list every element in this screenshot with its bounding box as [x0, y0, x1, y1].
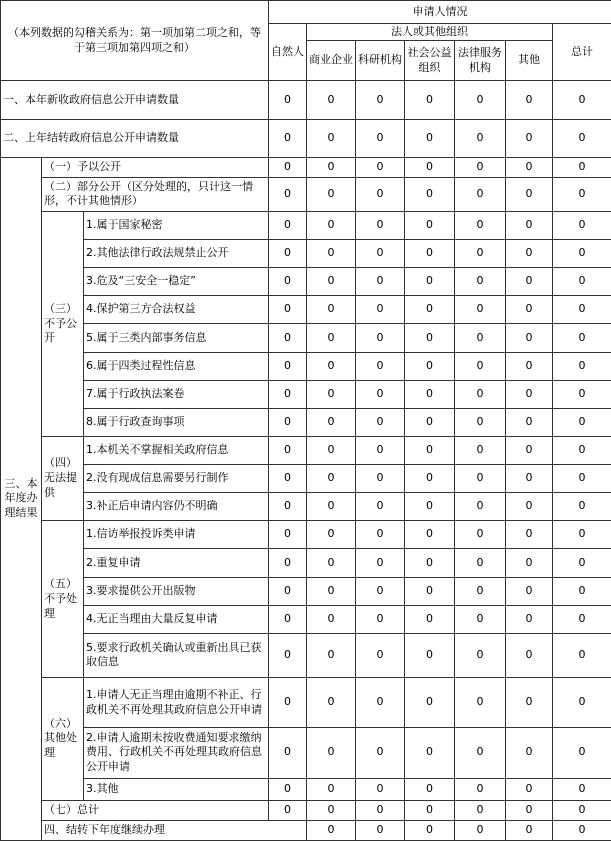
value-cell: 0	[356, 157, 405, 177]
subsection-label: （三）不予公开	[42, 211, 84, 436]
table-row	[1, 211, 611, 239]
row-label: 2.其他法律行政法规禁止公开	[84, 240, 269, 268]
value-cell: 0	[307, 728, 356, 778]
value-cell: 0	[405, 778, 455, 800]
subsection-label: （五）不予处理	[42, 521, 84, 678]
value-cell: 0	[506, 268, 553, 296]
value-cell: 0	[307, 324, 356, 352]
value-cell: 0	[553, 157, 611, 177]
total-header: 总计	[553, 24, 611, 81]
legal-group-header: 法人或其他组织	[307, 24, 553, 41]
value-cell: 0	[307, 549, 356, 577]
value-cell: 0	[553, 633, 611, 677]
value-cell: 0	[356, 577, 405, 605]
value-cell: 0	[506, 820, 553, 840]
value-cell: 0	[307, 800, 356, 820]
value-cell: 0	[356, 268, 405, 296]
value-cell: 0	[553, 521, 611, 549]
value-cell: 0	[356, 296, 405, 324]
value-cell: 0	[356, 352, 405, 380]
value-cell: 0	[506, 436, 553, 464]
value-cell: 0	[356, 800, 405, 820]
row-label: 4.保护第三方合法权益	[84, 296, 269, 324]
value-cell: 0	[553, 678, 611, 728]
value-cell: 0	[356, 549, 405, 577]
value-cell: 0	[455, 352, 506, 380]
row-label: 3.危及“三安全一稳定”	[84, 268, 269, 296]
value-cell: 0	[405, 352, 455, 380]
value-cell: 0	[405, 605, 455, 633]
value-cell: 0	[506, 177, 553, 211]
value-cell: 0	[405, 119, 455, 157]
value-cell: 0	[269, 177, 307, 211]
value-cell: 0	[269, 352, 307, 380]
value-cell: 0	[405, 211, 455, 239]
value-cell: 0	[356, 380, 405, 408]
value-cell: 0	[553, 380, 611, 408]
table-row	[1, 380, 611, 408]
value-cell: 0	[553, 324, 611, 352]
value-cell: 0	[405, 633, 455, 677]
row-label: 2.重复申请	[84, 549, 269, 577]
value-cell: 0	[356, 177, 405, 211]
applicant-header: 申请人情况	[269, 1, 611, 24]
value-cell: 0	[506, 157, 553, 177]
value-cell: 0	[269, 324, 307, 352]
value-cell: 0	[307, 633, 356, 677]
value-cell: 0	[405, 296, 455, 324]
value-cell: 0	[307, 778, 356, 800]
value-cell: 0	[405, 81, 455, 119]
value-cell: 0	[307, 177, 356, 211]
value-cell: 0	[269, 268, 307, 296]
value-cell: 0	[269, 119, 307, 157]
value-cell: 0	[506, 81, 553, 119]
value-cell: 0	[269, 633, 307, 677]
value-cell: 0	[455, 408, 506, 436]
value-cell: 0	[553, 605, 611, 633]
table-row	[1, 240, 611, 268]
table-row	[1, 728, 611, 778]
table-row	[1, 177, 611, 211]
value-cell: 0	[356, 465, 405, 493]
table-row	[1, 296, 611, 324]
value-cell: 0	[307, 380, 356, 408]
value-cell: 0	[356, 778, 405, 800]
table-row	[1, 820, 611, 840]
value-cell: 0	[269, 678, 307, 728]
table-row	[1, 408, 611, 436]
value-cell: 0	[356, 728, 405, 778]
value-cell: 0	[455, 493, 506, 521]
table-row	[1, 800, 611, 820]
value-cell: 0	[269, 728, 307, 778]
org-header: 商业企业	[307, 41, 356, 81]
value-cell: 0	[356, 493, 405, 521]
row-label: 4.无正当理由大量反复申请	[84, 605, 269, 633]
value-cell: 0	[506, 119, 553, 157]
value-cell: 0	[405, 436, 455, 464]
value-cell: 0	[455, 800, 506, 820]
row-label: 四、结转下年度继续办理	[42, 820, 307, 840]
value-cell: 0	[405, 820, 455, 840]
value-cell: 0	[455, 324, 506, 352]
row-label: 5.要求行政机关确认或重新出具已获取信息	[84, 633, 269, 677]
value-cell: 0	[506, 352, 553, 380]
value-cell: 0	[269, 521, 307, 549]
value-cell: 0	[553, 81, 611, 119]
value-cell: 0	[356, 240, 405, 268]
value-cell: 0	[269, 211, 307, 239]
org-header: 社会公益组织	[405, 41, 455, 81]
value-cell: 0	[307, 240, 356, 268]
value-cell: 0	[506, 521, 553, 549]
value-cell: 0	[405, 268, 455, 296]
value-cell: 0	[553, 436, 611, 464]
value-cell: 0	[553, 820, 611, 840]
value-cell: 0	[307, 268, 356, 296]
row-label: 2.没有现成信息需要另行制作	[84, 465, 269, 493]
value-cell: 0	[356, 820, 405, 840]
value-cell: 0	[405, 800, 455, 820]
value-cell: 0	[356, 678, 405, 728]
table-row	[1, 605, 611, 633]
value-cell: 0	[506, 296, 553, 324]
value-cell: 0	[356, 521, 405, 549]
value-cell: 0	[405, 678, 455, 728]
table-row	[1, 493, 611, 521]
table-row	[1, 324, 611, 352]
table-row	[1, 119, 611, 157]
row-label: 3.其他	[84, 778, 269, 800]
value-cell: 0	[269, 577, 307, 605]
value-cell: 0	[455, 296, 506, 324]
value-cell: 0	[553, 268, 611, 296]
table-row	[1, 633, 611, 677]
value-cell: 0	[307, 820, 356, 840]
value-cell: 0	[269, 778, 307, 800]
natural-person-header: 自然人	[269, 24, 307, 81]
row-label: 7.属于行政执法案卷	[84, 380, 269, 408]
value-cell: 0	[405, 380, 455, 408]
value-cell: 0	[553, 211, 611, 239]
value-cell: 0	[405, 465, 455, 493]
value-cell: 0	[553, 240, 611, 268]
value-cell: 0	[455, 577, 506, 605]
value-cell: 0	[269, 436, 307, 464]
value-cell: 0	[405, 177, 455, 211]
value-cell: 0	[506, 577, 553, 605]
row-label: 一、本年新收政府信息公开申请数量	[1, 81, 269, 119]
value-cell: 0	[307, 436, 356, 464]
value-cell: 0	[405, 493, 455, 521]
value-cell: 0	[307, 211, 356, 239]
value-cell: 0	[455, 211, 506, 239]
value-cell: 0	[506, 728, 553, 778]
value-cell: 0	[455, 268, 506, 296]
value-cell: 0	[455, 380, 506, 408]
table-row	[1, 436, 611, 464]
value-cell: 0	[553, 728, 611, 778]
value-cell: 0	[553, 119, 611, 157]
row-label: 5.属于三类内部事务信息	[84, 324, 269, 352]
row-label: 3.补正后申请内容仍不明确	[84, 493, 269, 521]
value-cell: 0	[405, 408, 455, 436]
value-cell: 0	[356, 605, 405, 633]
table-row	[1, 778, 611, 800]
value-cell: 0	[307, 119, 356, 157]
value-cell: 0	[405, 240, 455, 268]
value-cell: 0	[455, 177, 506, 211]
value-cell: 0	[553, 177, 611, 211]
value-cell: 0	[356, 324, 405, 352]
org-header: 科研机构	[356, 41, 405, 81]
value-cell: 0	[553, 800, 611, 820]
value-cell: 0	[506, 633, 553, 677]
table-row	[1, 577, 611, 605]
value-cell: 0	[307, 521, 356, 549]
table-row	[1, 157, 611, 177]
row-label: 8.属于行政查询事项	[84, 408, 269, 436]
org-header: 法律服务机构	[455, 41, 506, 81]
value-cell: 0	[269, 465, 307, 493]
value-cell: 0	[506, 605, 553, 633]
value-cell: 0	[269, 408, 307, 436]
value-cell: 0	[307, 605, 356, 633]
subsection-label: （六）其他处理	[42, 678, 84, 801]
value-cell: 0	[455, 157, 506, 177]
table-row	[1, 521, 611, 549]
value-cell: 0	[455, 678, 506, 728]
value-cell: 0	[553, 408, 611, 436]
value-cell: 0	[553, 352, 611, 380]
value-cell: 0	[553, 577, 611, 605]
value-cell: 0	[455, 436, 506, 464]
value-cell: 0	[455, 81, 506, 119]
value-cell: 0	[269, 81, 307, 119]
value-cell: 0	[405, 521, 455, 549]
table-row	[1, 268, 611, 296]
row-label: 1.申请人无正当理由逾期不补正、行政机关不再处理其政府信息公开申请	[84, 678, 269, 728]
subsection-label: （四）无法提供	[42, 436, 84, 520]
value-cell: 0	[506, 549, 553, 577]
value-cell: 0	[455, 549, 506, 577]
value-cell: 0	[553, 549, 611, 577]
value-cell: 0	[405, 324, 455, 352]
value-cell: 0	[455, 521, 506, 549]
value-cell: 0	[506, 778, 553, 800]
value-cell: 0	[455, 820, 506, 840]
value-cell: 0	[356, 633, 405, 677]
value-cell: 0	[405, 728, 455, 778]
value-cell: 0	[356, 211, 405, 239]
value-cell: 0	[506, 678, 553, 728]
value-cell: 0	[455, 778, 506, 800]
table-row	[1, 465, 611, 493]
value-cell: 0	[553, 465, 611, 493]
value-cell: 0	[269, 549, 307, 577]
value-cell: 0	[269, 296, 307, 324]
value-cell: 0	[405, 157, 455, 177]
row-label: 2.申请人逾期未按收费通知要求缴纳费用、行政机关不再处理其政府信息公开申请	[84, 728, 269, 778]
value-cell: 0	[269, 493, 307, 521]
row-label: 1.信访举报投诉类申请	[84, 521, 269, 549]
value-cell: 0	[307, 577, 356, 605]
value-cell: 0	[455, 728, 506, 778]
value-cell: 0	[455, 240, 506, 268]
section-three-label: 三、本年度办理结果	[1, 157, 42, 840]
value-cell: 0	[269, 240, 307, 268]
value-cell: 0	[269, 605, 307, 633]
value-cell: 0	[506, 324, 553, 352]
note-cell: （本列数据的勾稽关系为：第一项加第二项之和，等于第三项加第四项之和）	[1, 1, 269, 81]
org-header: 其他	[506, 41, 553, 81]
value-cell: 0	[307, 81, 356, 119]
row-label: （二）部分公开（区分处理的，只计这一情形，不计其他情形）	[42, 177, 269, 211]
value-cell: 0	[307, 408, 356, 436]
header-row-1	[1, 1, 611, 24]
value-cell: 0	[506, 408, 553, 436]
value-cell: 0	[405, 549, 455, 577]
value-cell: 0	[307, 678, 356, 728]
value-cell: 0	[405, 577, 455, 605]
value-cell: 0	[553, 778, 611, 800]
value-cell: 0	[269, 380, 307, 408]
row-label: 1.本机关不掌握相关政府信息	[84, 436, 269, 464]
table-row	[1, 81, 611, 119]
value-cell: 0	[506, 380, 553, 408]
value-cell: 0	[506, 465, 553, 493]
value-cell: 0	[307, 296, 356, 324]
value-cell: 0	[506, 493, 553, 521]
value-cell: 0	[455, 119, 506, 157]
row-label: 3.要求提供公开出版物	[84, 577, 269, 605]
value-cell: 0	[307, 465, 356, 493]
table-row	[1, 549, 611, 577]
value-cell: 0	[455, 605, 506, 633]
table-row	[1, 678, 611, 728]
value-cell: 0	[506, 211, 553, 239]
value-cell: 0	[356, 81, 405, 119]
row-label: 6.属于四类过程性信息	[84, 352, 269, 380]
row-label: 二、上年结转政府信息公开申请数量	[1, 119, 269, 157]
value-cell: 0	[506, 800, 553, 820]
table-row	[1, 352, 611, 380]
value-cell: 0	[356, 119, 405, 157]
row-label: （七）总计	[42, 800, 269, 820]
value-cell: 0	[307, 493, 356, 521]
row-label: （一）予以公开	[42, 157, 269, 177]
value-cell: 0	[356, 436, 405, 464]
row-label: 1.属于国家秘密	[84, 211, 269, 239]
value-cell: 0	[553, 296, 611, 324]
value-cell: 0	[506, 240, 553, 268]
value-cell: 0	[269, 800, 307, 820]
value-cell: 0	[307, 157, 356, 177]
value-cell: 0	[269, 157, 307, 177]
value-cell: 0	[455, 465, 506, 493]
value-cell: 0	[356, 408, 405, 436]
value-cell: 0	[455, 633, 506, 677]
value-cell: 0	[553, 493, 611, 521]
value-cell: 0	[307, 352, 356, 380]
